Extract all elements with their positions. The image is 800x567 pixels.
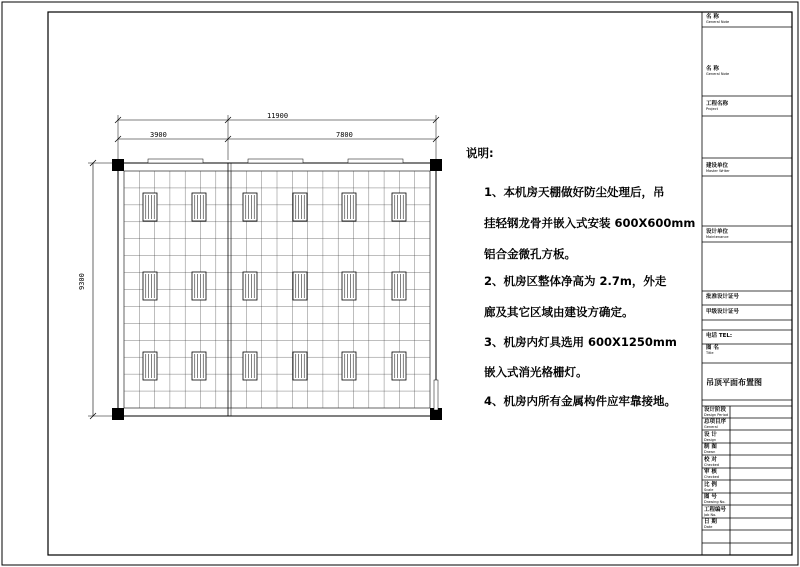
tb-designer-org: 设计单位 Maintenance: [706, 229, 729, 239]
light-fixture: [342, 272, 356, 300]
tb-drawn: 制 图 Drawn: [704, 444, 717, 454]
dimension-overall-width: 11900: [267, 112, 289, 120]
light-fixture: [342, 193, 356, 221]
tb-drawing-no: 图 号 Drawing No.: [704, 494, 726, 504]
tb-grade-cert: 甲级设计证号: [706, 309, 740, 315]
tb-name-1: 名 称 General Note: [706, 14, 730, 24]
inner-drawing-frame: [48, 12, 792, 555]
tb-job-no: 工程编号 Job No.: [704, 507, 727, 517]
window-3: [348, 159, 403, 163]
door-right: [434, 380, 438, 410]
tb-general: 总项目序 General: [704, 419, 727, 429]
tb-project: 工程名称 Project: [706, 101, 729, 111]
window-1: [148, 159, 203, 163]
light-fixture: [392, 272, 406, 300]
dimension-height: 9300: [78, 273, 86, 290]
light-fixture: [392, 352, 406, 380]
tb-scale: 比 例 Scale: [704, 482, 717, 492]
light-fixture: [143, 193, 157, 221]
light-fixture: [192, 272, 206, 300]
tb-client: 建设单位 Master Writer: [706, 163, 730, 173]
note-1-line-3: 铝合金微孔方板。: [484, 247, 576, 261]
note-2-line-2: 廊及其它区域由建设方确定。: [484, 305, 634, 319]
light-fixture: [243, 193, 257, 221]
tb-checked: 校 对 Checked: [704, 457, 720, 467]
note-3-line-1: 3、机房内灯具选用 600X1250mm: [484, 335, 677, 349]
light-fixture: [392, 193, 406, 221]
tb-phone: 电话 TEL:: [706, 333, 733, 339]
light-fixture: [293, 352, 307, 380]
note-1-line-2: 挂轻钢龙骨并嵌入式安装 600X600mm: [484, 216, 696, 230]
tb-reviewed: 审 核 Checked: [704, 469, 720, 479]
note-1-line-1: 1、本机房天棚做好防尘处理后，吊: [484, 185, 665, 199]
tb-design-period: 设计阶段 Design Period: [704, 407, 729, 417]
light-fixture: [243, 272, 257, 300]
note-2-line-1: 2、机房区整体净高为 2.7m，外走: [484, 274, 667, 288]
notes-title: 说明:: [466, 146, 494, 160]
dimension-right-span: 7800: [336, 131, 353, 139]
light-fixture: [293, 272, 307, 300]
light-fixture: [243, 352, 257, 380]
column-2: [430, 159, 442, 171]
light-fixture: [342, 352, 356, 380]
tb-design: 设 计 Design: [704, 432, 717, 442]
dimension-left-span: 3900: [150, 131, 167, 139]
ceiling-plan: [88, 115, 442, 420]
light-fixture: [143, 272, 157, 300]
light-fixture: [192, 193, 206, 221]
note-3-line-2: 嵌入式消光格栅灯。: [484, 365, 588, 379]
light-fixture: [192, 352, 206, 380]
tb-approval-cert: 批准设计证号: [706, 294, 740, 300]
tb-name-2: 名 称 General Note: [706, 66, 730, 76]
note-4-line-1: 4、机房内所有金属构件应牢靠接地。: [484, 394, 676, 408]
column-3: [112, 408, 124, 420]
light-fixture: [143, 352, 157, 380]
window-2: [248, 159, 303, 163]
tb-drawing-name: 图 名 Title: [706, 345, 719, 355]
column-1: [112, 159, 124, 171]
light-fixture: [293, 193, 307, 221]
tb-date: 日 期 Date: [704, 519, 717, 529]
drawing-title: 吊顶平面布置图: [706, 378, 762, 387]
